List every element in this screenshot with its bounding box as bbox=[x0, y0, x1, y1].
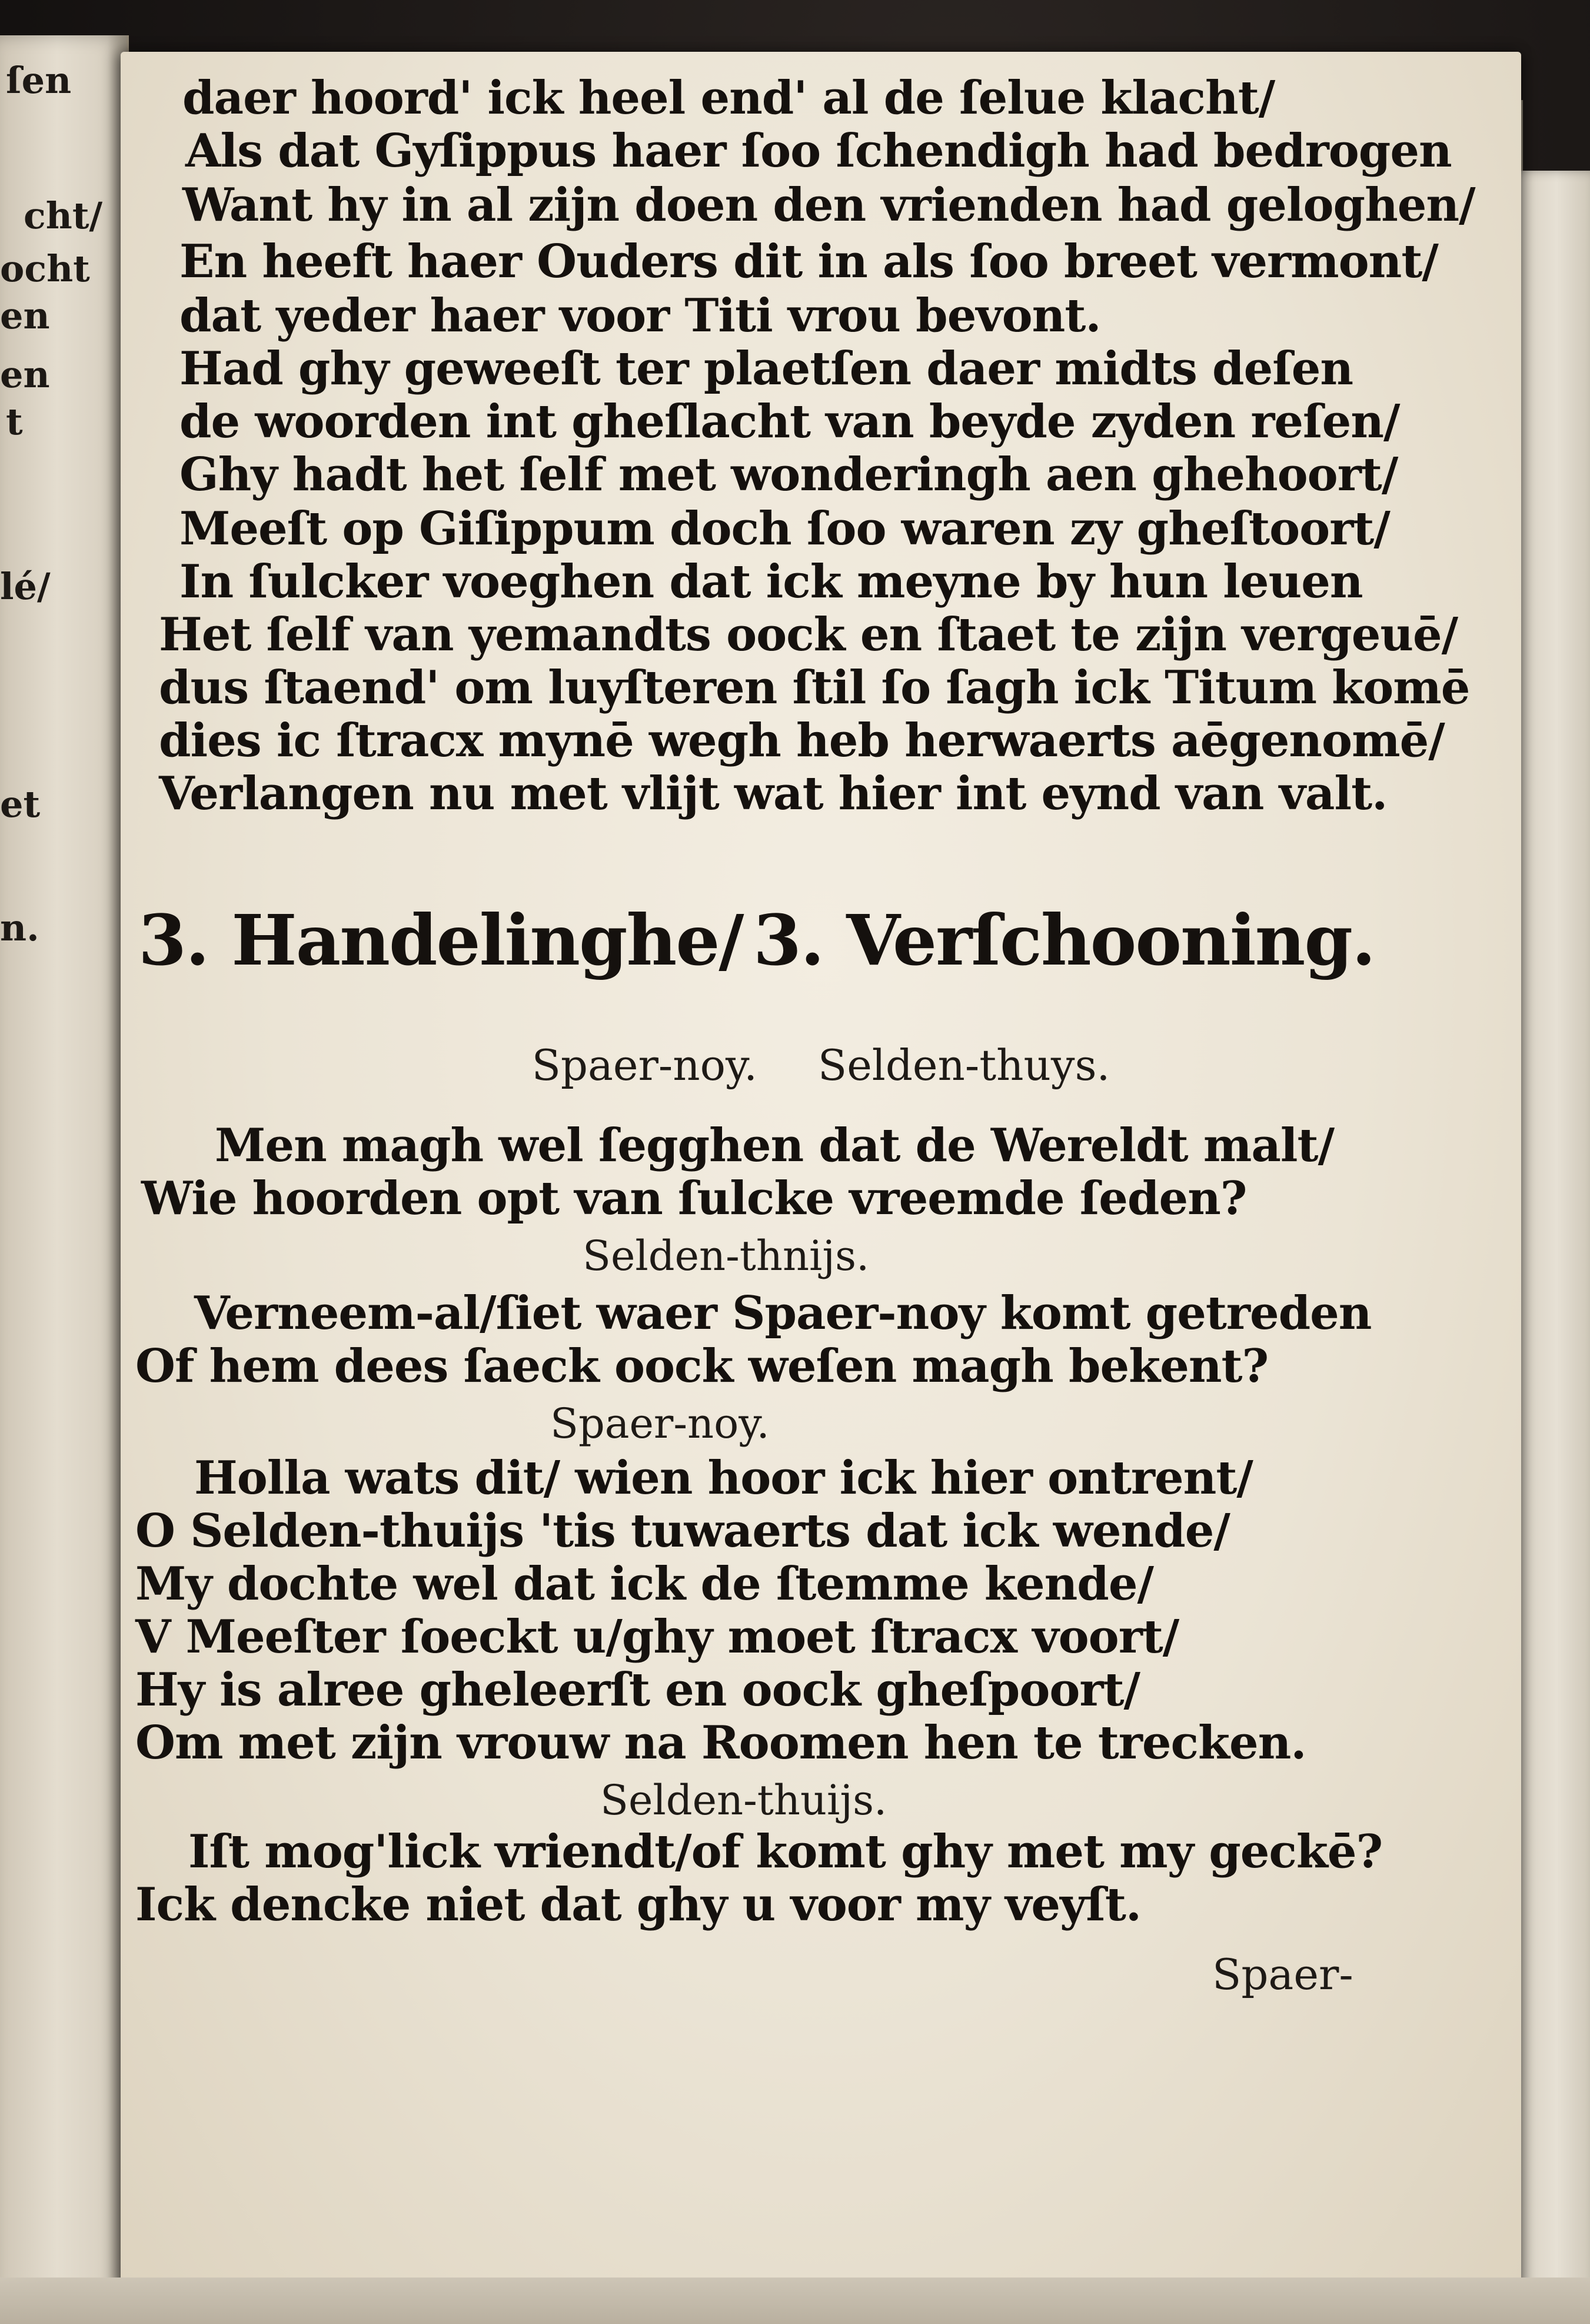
left-page-fragment: ſen bbox=[6, 59, 72, 102]
left-page-fragment: ocht bbox=[0, 247, 90, 290]
speaker-name: Selden-thuijs. bbox=[600, 1776, 887, 1824]
left-page-fragment: lé/ bbox=[0, 565, 51, 608]
dialogue-line: My dochte wel dat ick de ſtemme kende/ bbox=[135, 1557, 1153, 1611]
dialogue-line: Of hem dees ſaeck oock weſen magh bekent? bbox=[135, 1339, 1269, 1393]
speaker-name: Selden-thuys. bbox=[817, 1040, 1110, 1090]
verse-line: Want hy in al zijn doen den vrienden had geloghen/ bbox=[182, 178, 1475, 232]
verse-line: de woorden int gheſlacht van beyde zyden reſen/ bbox=[179, 395, 1400, 448]
verse-line: In ſulcker voeghen dat ick meyne by hun leuen bbox=[179, 555, 1363, 609]
dialogue-line: Wie hoorden opt van ſulcke vreemde ſeden? bbox=[141, 1172, 1247, 1225]
dialogue-line: V Meeſter ſoeckt u/ghy moet ſtracx voort/ bbox=[135, 1610, 1179, 1664]
table-surface bbox=[0, 2278, 1590, 2324]
left-page-fragment: en bbox=[0, 294, 50, 337]
verse-line: Ghy hadt het ſelf met wonderingh aen ghehoort/ bbox=[179, 448, 1398, 501]
speaker-name: Spaer-noy. bbox=[550, 1399, 770, 1448]
dialogue-line: Verneem-al/ſiet waer Spaer-noy komt getreden bbox=[194, 1286, 1372, 1340]
verse-line: Meeſt op Giſippum doch ſoo waren zy gheſtoort/ bbox=[179, 502, 1390, 556]
catchword: Spaer- bbox=[1212, 1950, 1353, 1999]
left-page-fragment: et bbox=[0, 783, 41, 826]
dialogue-line: Om met zijn vrouw na Roomen hen te trecken. bbox=[135, 1716, 1306, 1770]
verse-line: daer hoord' ick heel end' al de ſelue klacht/ bbox=[182, 71, 1275, 125]
dialogue-line: Ick dencke niet dat ghy u voor my veyſt. bbox=[135, 1878, 1142, 1931]
verse-line: dat yeder haer voor Titi vrou bevont. bbox=[179, 289, 1101, 343]
verse-line: Het ſelf van yemandts oock en ſtaet te zijn vergeuē/ bbox=[159, 608, 1458, 661]
section-heading-right: 3. Verſchooning. bbox=[753, 899, 1375, 981]
speaker-name: Spaer-noy. bbox=[531, 1040, 757, 1090]
left-page-fragment: t bbox=[6, 400, 23, 443]
left-page-edge bbox=[0, 35, 129, 2319]
verse-line: dies ic ſtracx mynē wegh heb herwaerts aēgenomē/ bbox=[159, 714, 1445, 767]
book-page bbox=[121, 52, 1521, 2288]
verse-line: Had ghy geweeſt ter plaetſen daer midts deſen bbox=[179, 342, 1353, 395]
dialogue-line: Men magh wel ſegghen dat de Wereldt malt/ bbox=[215, 1119, 1335, 1172]
left-page-fragment: n. bbox=[0, 906, 39, 949]
left-page-fragment: en bbox=[0, 353, 50, 396]
dialogue-line: O Selden-thuijs 'tis tuwaerts dat ick wende/ bbox=[135, 1504, 1230, 1558]
section-heading-left: 3. Handelinghe/ bbox=[138, 899, 743, 981]
verse-line: Als dat Gyſippus haer ſoo ſchendigh had bedrogen bbox=[185, 124, 1452, 178]
speakers-line bbox=[121, 1040, 1521, 1090]
dialogue-line: Holla wats dit/ wien hoor ick hier ontrent/ bbox=[194, 1451, 1253, 1505]
dialogue-line: Hy is alree gheleerſt en oock gheſpoort/ bbox=[135, 1663, 1140, 1717]
verse-line: dus ſtaend' om luyſteren ſtil ſo ſagh ick Titum komē bbox=[159, 661, 1470, 714]
speaker-name: Selden-thnijs. bbox=[583, 1232, 870, 1280]
left-page-fragment: cht/ bbox=[24, 194, 103, 237]
verse-line: Verlangen nu met vlijt wat hier int eynd van valt. bbox=[159, 767, 1388, 820]
verse-line: En heeft haer Ouders dit in als ſoo breet vermont/ bbox=[179, 235, 1438, 288]
dialogue-line: Iſt mog'lick vriendt/of komt ghy met my geckē? bbox=[188, 1825, 1383, 1879]
